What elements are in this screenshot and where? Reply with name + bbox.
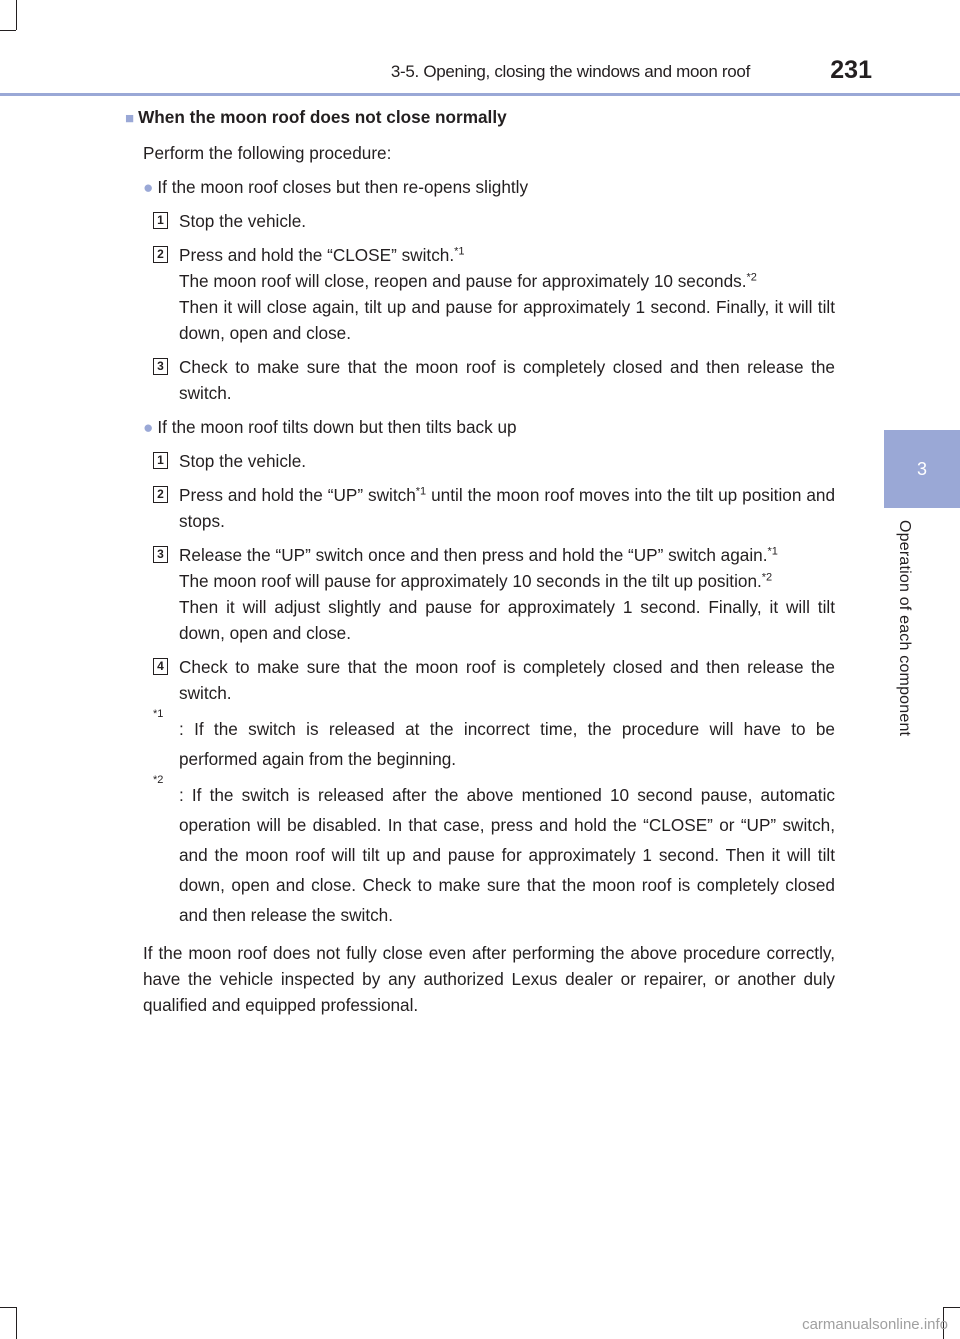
step-text: Stop the vehicle. [179, 211, 307, 231]
watermark[interactable]: carmanualsonline.info [802, 1316, 948, 1333]
footnote-text: : If the switch is released at the incorrect time, the procedure will have to be performed again from the beginning. [179, 719, 835, 769]
step-item [143, 482, 835, 534]
step-number-badge: 4 [153, 658, 168, 675]
footnote-ref[interactable]: *1 [415, 485, 427, 498]
step-number-badge: 3 [153, 358, 168, 375]
footnote: *2 : If the switch is released after the above mentioned 10 second pause, automatic operation will be disabled. In that case, press and hold the “CLOSE” or “UP” switch, and the moon roof will tilt up and pause for approximately 1 second. Then it will tilt down, open and close. Check to make sure that the moon roof is completely closed and then release the switch. [153, 774, 835, 925]
step-text: until the moon roof moves into the tilt up position and stops. [179, 485, 836, 531]
crop-mark [944, 1307, 960, 1308]
page-number: 231 [830, 56, 872, 84]
footnote-ref[interactable]: *2 [761, 571, 773, 584]
step-line [179, 268, 835, 294]
step-text: The moon roof will pause for approximately 10 seconds in the tilt up position. [179, 571, 762, 591]
step-number-badge: 1 [153, 212, 168, 229]
step-text: Stop the vehicle. [179, 451, 307, 471]
step-number-badge: 3 [153, 546, 168, 563]
step-item [143, 208, 835, 234]
crop-mark [16, 1307, 17, 1339]
footnote-ref[interactable]: *2 [746, 271, 757, 284]
square-bullet-icon: ■ [125, 110, 135, 127]
crop-mark [0, 1307, 16, 1308]
step-text: Then it will adjust slightly and pause for approximately 1 second. Finally, it will tilt down, open and close. [179, 597, 835, 643]
page-content [125, 104, 836, 1018]
chapter-number: 3 [916, 458, 927, 479]
step-item [143, 654, 835, 706]
chapter-tab[interactable] [884, 430, 960, 508]
footnote-ref[interactable]: *1 [454, 245, 465, 258]
bullet-item [143, 174, 835, 200]
step-text: Press and hold the “UP” switch [179, 485, 416, 505]
step-item [143, 542, 835, 646]
bullet-text: If the moon roof tilts down but then tilts back up [157, 417, 517, 437]
step-item [143, 242, 835, 346]
step-number-badge: 2 [153, 486, 168, 503]
step-item [143, 354, 835, 406]
header-rule [0, 93, 960, 96]
closing-paragraph: If the moon roof does not fully close even after performing the above procedure correctly, have the vehicle inspected by any authorized Lexus dealer or repairer, or another duly qualified and equipped professional. [143, 943, 835, 1015]
header-title: 3-5. Opening, closing the windows and moon roof [390, 62, 750, 81]
crop-mark [0, 30, 16, 31]
circle-bullet-icon: ● [143, 417, 154, 437]
footnote-ref[interactable]: *1 [767, 545, 778, 558]
step-text: The moon roof will close, reopen and pause for approximately 10 seconds. [179, 271, 747, 291]
step-line [179, 568, 835, 594]
footnote: *1 : If the switch is released at the incorrect time, the procedure will have to be performed again from the beginning. [153, 708, 835, 769]
step-number-badge: 1 [153, 452, 168, 469]
step-number-badge: 2 [153, 246, 168, 263]
section-heading [125, 104, 835, 132]
crop-mark [16, 0, 17, 30]
step-line [179, 542, 835, 568]
footnote-text: : If the switch is released after the above mentioned 10 second pause, automatic operation will be disabled. In that case, press and hold the “CLOSE” or “UP” switch, and the moon roof will tilt up and pause for approximately 1 second. Then it will tilt down, open and close. Check to make sure that the moon roof is completely closed and then release the switch. [179, 785, 835, 925]
bullet-item [143, 414, 835, 440]
chapter-label: Operation of each component [896, 520, 913, 737]
section-heading-text: When the moon roof does not close normally [138, 107, 507, 127]
step-line [179, 242, 835, 268]
step-text: Press and hold the “CLOSE” switch. [179, 245, 455, 265]
intro-text: Perform the following procedure: [143, 143, 392, 163]
step-text: Then it will close again, tilt up and pause for approximately 1 second. Finally, it will tilt down, open and close. [179, 297, 835, 343]
step-text: Check to make sure that the moon roof is completely closed and then release the switch. [179, 357, 835, 403]
step-text: Release the “UP” switch once and then press and hold the “UP” switch again. [179, 545, 768, 565]
circle-bullet-icon: ● [143, 177, 154, 197]
bullet-text: If the moon roof closes but then re-opens slightly [157, 177, 529, 197]
step-item [143, 448, 835, 474]
step-text: Check to make sure that the moon roof is completely closed and then release the switch. [179, 657, 835, 703]
